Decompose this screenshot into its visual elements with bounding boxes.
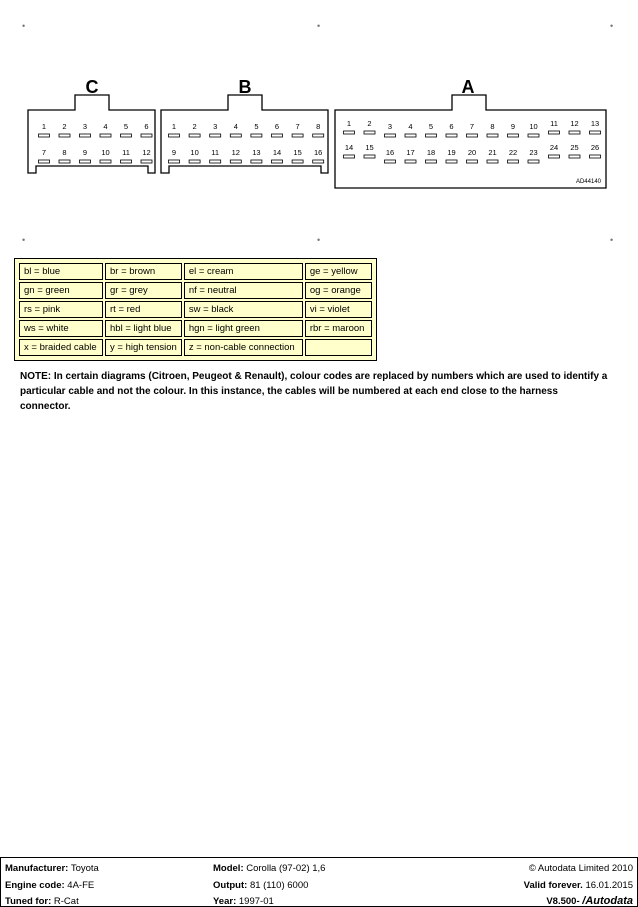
connector-a-label: A: [461, 77, 475, 97]
pin-number: 8: [490, 122, 495, 131]
pin-number: 3: [82, 122, 88, 131]
pin-terminal: [508, 160, 519, 163]
pin-number: 10: [190, 148, 199, 157]
legend-cell: og = orange: [305, 282, 372, 299]
pin-terminal: [487, 134, 498, 137]
pin-terminal: [569, 155, 580, 158]
engine-label: Engine code:: [5, 880, 65, 891]
pin-terminal: [141, 134, 152, 137]
pin-number: 15: [293, 148, 302, 157]
pin-terminal: [344, 131, 355, 134]
pin-number: 8: [316, 122, 321, 131]
pin-c-12: [141, 148, 152, 163]
legend-row: [19, 282, 372, 299]
pin-terminal: [39, 134, 50, 137]
pin-terminal: [251, 160, 262, 163]
year-value: 1997-01: [238, 896, 274, 907]
pin-terminal: [272, 160, 283, 163]
pin-number: 4: [408, 122, 413, 131]
pin-number: 2: [367, 119, 372, 128]
legend-cell: hbl = light blue: [105, 320, 182, 337]
version-label: V8.500-: [546, 896, 580, 907]
pin-a-19: [446, 148, 457, 163]
corner-mark-tl: •: [22, 21, 26, 31]
pin-number: 11: [550, 119, 558, 128]
corner-mark-mr: •: [610, 235, 614, 245]
pin-number: 19: [447, 148, 456, 157]
pin-terminal: [364, 155, 375, 158]
pin-number: 1: [346, 119, 352, 128]
pin-number: 6: [144, 122, 149, 131]
pin-number: 11: [122, 148, 130, 157]
legend-cell: hgn = light green: [184, 320, 303, 337]
legend-cell: y = high tension: [105, 339, 182, 356]
pin-terminal: [230, 134, 241, 137]
pin-number: 1: [41, 122, 47, 131]
legend-cell: gn = green: [19, 282, 103, 299]
pin-number: 22: [508, 148, 518, 157]
pin-a-24: [549, 143, 560, 158]
pin-number: 10: [101, 148, 110, 157]
corner-mark-tr: •: [610, 21, 614, 31]
pin-a-23: [528, 148, 539, 163]
pin-number: 25: [570, 143, 579, 152]
pin-number: 26: [590, 143, 600, 152]
pin-terminal: [121, 134, 132, 137]
corner-mark-tm: •: [317, 21, 321, 31]
valid-date: 16.01.2015: [585, 880, 633, 891]
pin-number: 9: [510, 122, 516, 131]
pin-number: 6: [274, 122, 280, 131]
pin-number: 16: [385, 148, 395, 157]
pin-terminal: [210, 134, 221, 137]
pin-terminal: [590, 131, 601, 134]
pin-number: 23: [529, 148, 538, 157]
pin-number: 4: [233, 122, 238, 131]
footer-output: [213, 880, 308, 891]
legend-cell: gr = grey: [105, 282, 182, 299]
legend-cell: nf = neutral: [184, 282, 303, 299]
pin-a-18: [426, 148, 437, 163]
pin-terminal: [467, 160, 478, 163]
pin-number: 13: [252, 148, 261, 157]
legend-cell: [305, 339, 372, 356]
pin-number: 3: [213, 122, 218, 131]
legend-cell: x = braided cable: [19, 339, 103, 356]
connector-c-label: C: [85, 77, 99, 97]
pin-number: 2: [192, 122, 197, 131]
footer-tuned: [5, 896, 79, 907]
legend-row: [19, 301, 372, 318]
pin-terminal: [251, 134, 262, 137]
pin-terminal: [344, 155, 355, 158]
pin-terminal: [549, 155, 560, 158]
legend-cell: vi = violet: [305, 301, 372, 318]
pin-number: 24: [549, 143, 559, 152]
pin-a-25: [569, 143, 580, 158]
legend-cell: br = brown: [105, 263, 182, 280]
tuned-label: Tuned for:: [5, 896, 52, 907]
legend-cell: ws = white: [19, 320, 103, 337]
pin-number: 12: [231, 148, 240, 157]
pin-b-16: [313, 148, 324, 163]
footer-model: [213, 863, 325, 874]
pin-terminal: [446, 134, 457, 137]
pin-number: 7: [295, 122, 300, 131]
page-footer: [0, 857, 638, 907]
pin-number: 5: [123, 122, 129, 131]
pin-number: 10: [529, 122, 538, 131]
pin-terminal: [487, 160, 498, 163]
pin-terminal: [80, 160, 91, 163]
pin-terminal: [100, 134, 111, 137]
pin-a-20: [467, 148, 478, 163]
pin-number: 5: [254, 122, 259, 131]
pin-a-16: [385, 148, 396, 163]
pin-terminal: [385, 134, 396, 137]
footer-copyright: © Autodata Limited 2010: [528, 863, 633, 874]
manufacturer-value: Toyota: [70, 863, 99, 874]
pin-terminal: [549, 131, 560, 134]
pin-number: 12: [570, 119, 579, 128]
model-label: Model:: [213, 863, 244, 874]
pin-terminal: [569, 131, 580, 134]
output-label: Output:: [213, 880, 248, 891]
year-label: Year:: [213, 896, 237, 907]
connector-c: [28, 77, 155, 173]
pin-b-11: [210, 148, 221, 163]
pin-terminal: [426, 134, 437, 137]
legend-cell: ge = yellow: [305, 263, 372, 280]
pin-a-13: [590, 119, 601, 134]
connector-b-label: B: [238, 77, 252, 97]
pin-number: 5: [428, 122, 434, 131]
pin-a-26: [590, 143, 601, 158]
connector-b: [161, 77, 328, 173]
footer-validity: [524, 880, 633, 891]
pin-terminal: [528, 160, 539, 163]
valid-label: Valid forever.: [523, 880, 583, 891]
autodata-logo: /Autodata: [582, 895, 633, 907]
pin-number: 14: [272, 148, 282, 157]
pin-number: 13: [590, 119, 600, 128]
pin-terminal: [590, 155, 601, 158]
pin-terminal: [385, 160, 396, 163]
pin-number: 18: [426, 148, 436, 157]
legend-cell: rbr = maroon: [305, 320, 372, 337]
pin-terminal: [528, 134, 539, 137]
pin-number: 20: [467, 148, 477, 157]
pin-number: 14: [344, 143, 354, 152]
pin-terminal: [313, 134, 324, 137]
pin-terminal: [467, 134, 478, 137]
output-value: 81 (110) 6000: [249, 880, 309, 891]
pin-terminal: [100, 160, 111, 163]
pin-number: 3: [387, 122, 393, 131]
pin-number: 12: [142, 148, 151, 157]
pin-b-15: [292, 148, 303, 163]
pin-number: 1: [171, 122, 177, 131]
pin-terminal: [59, 160, 70, 163]
footer-year: [213, 896, 274, 907]
pin-number: 7: [41, 148, 47, 157]
tuned-value: R-Cat: [53, 896, 79, 907]
pin-terminal: [39, 160, 50, 163]
colour-code-legend: [14, 258, 377, 361]
pin-terminal: [59, 134, 70, 137]
pin-terminal: [80, 134, 91, 137]
pin-number: 17: [406, 148, 415, 157]
pin-a-21: [487, 148, 498, 163]
legend-cell: el = cream: [184, 263, 303, 280]
pin-number: 9: [82, 148, 88, 157]
note-text: NOTE: In certain diagrams (Citroen, Peugeot & Renault), colour codes are replaced by numbers which are used to identify a particular cable and not the colour. In this instance, the cables will be numbered at each end close to the harness connector.: [20, 371, 608, 412]
pin-terminal: [230, 160, 241, 163]
pin-number: 7: [469, 122, 475, 131]
pin-a-11: [549, 119, 560, 134]
pin-number: 9: [171, 148, 177, 157]
pin-terminal: [169, 160, 180, 163]
pin-b-14: [272, 148, 283, 163]
pin-number: 11: [211, 148, 220, 157]
legend-row: [19, 263, 372, 280]
connector-a: [335, 77, 606, 188]
pin-terminal: [169, 134, 180, 137]
pin-number: 4: [103, 122, 108, 131]
engine-value: 4A-FE: [67, 880, 95, 891]
pin-number: 8: [62, 148, 67, 157]
pin-terminal: [272, 134, 283, 137]
legend-row: [19, 339, 372, 356]
pin-terminal: [446, 160, 457, 163]
pin-terminal: [405, 134, 416, 137]
pin-c-10: [100, 148, 111, 163]
pin-a-12: [569, 119, 580, 134]
legend-row: [19, 320, 372, 337]
diagram-reference: AD44140: [575, 179, 601, 185]
corner-mark-ml: •: [22, 235, 26, 245]
legend-cell: sw = black: [184, 301, 303, 318]
footer-engine: [5, 880, 94, 891]
pin-b-12: [230, 148, 241, 163]
pin-terminal: [426, 160, 437, 163]
pin-number: 2: [62, 122, 67, 131]
pin-terminal: [313, 160, 324, 163]
pin-terminal: [364, 131, 375, 134]
legend-cell: rt = red: [105, 301, 182, 318]
pin-terminal: [210, 160, 221, 163]
pin-terminal: [121, 160, 132, 163]
pin-b-10: [189, 148, 200, 163]
footer-version: [546, 895, 633, 907]
model-value: Corolla (97-02) 1,6: [246, 863, 326, 874]
pin-number: 6: [449, 122, 454, 131]
legend-cell: z = non-cable connection: [184, 339, 303, 356]
pin-c-11: [121, 148, 132, 163]
connector-diagram: [0, 0, 638, 200]
pin-b-13: [251, 148, 262, 163]
pin-number: 16: [314, 148, 323, 157]
pin-terminal: [292, 134, 303, 137]
pin-a-10: [528, 122, 539, 137]
legend-cell: bl = blue: [19, 263, 103, 280]
pin-number: 15: [365, 143, 374, 152]
pin-a-15: [364, 143, 375, 158]
pin-terminal: [405, 160, 416, 163]
pin-a-17: [405, 148, 416, 163]
manufacturer-label: Manufacturer:: [5, 863, 69, 874]
pin-terminal: [292, 160, 303, 163]
pin-a-22: [508, 148, 519, 163]
pin-a-14: [344, 143, 355, 158]
pin-terminal: [189, 160, 200, 163]
pin-terminal: [141, 160, 152, 163]
footer-manufacturer: [5, 863, 99, 874]
pin-terminal: [189, 134, 200, 137]
pin-number: 21: [488, 148, 497, 157]
corner-mark-mm: •: [317, 235, 321, 245]
pin-terminal: [508, 134, 519, 137]
legend-cell: rs = pink: [19, 301, 103, 318]
